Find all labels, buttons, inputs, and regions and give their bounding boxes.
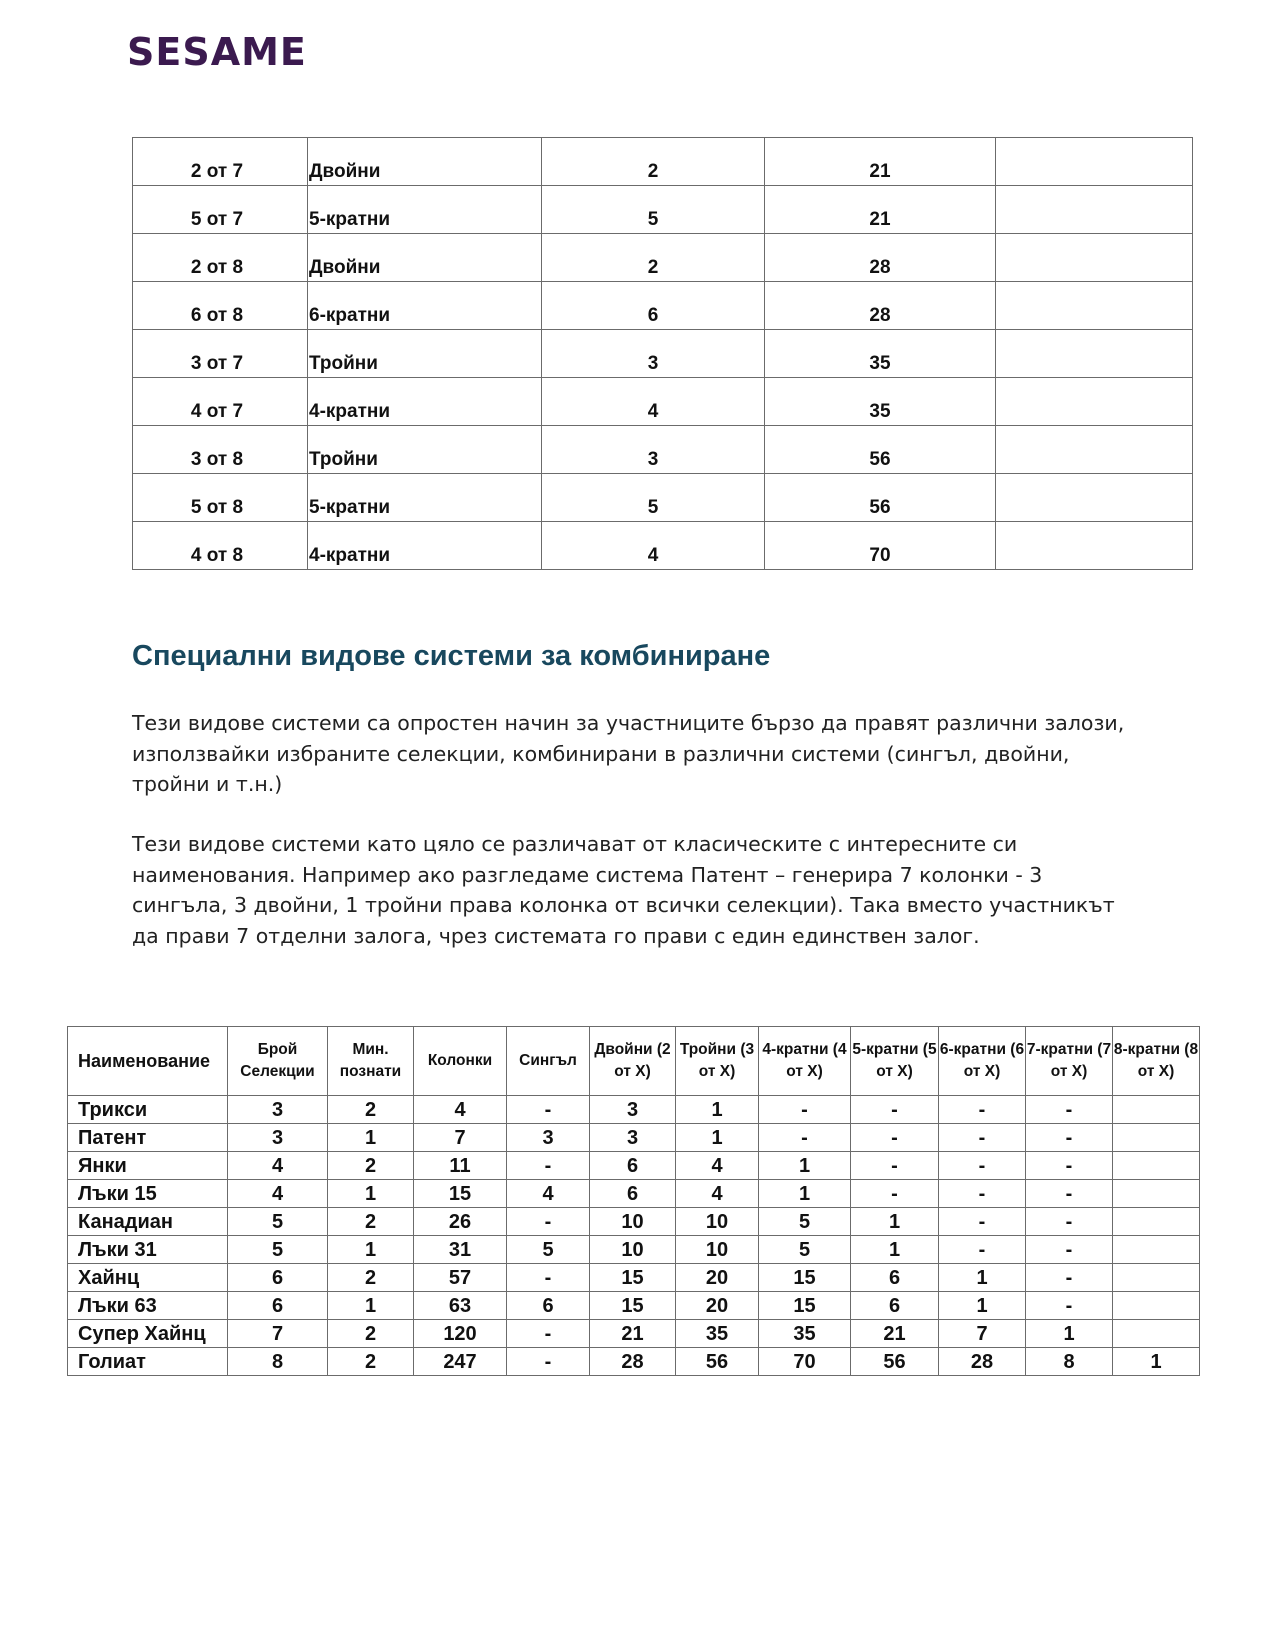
system-name-cell: Супер Хайнц [68,1320,228,1348]
value-cell: 6 [590,1180,676,1208]
value-cell: 1 [676,1096,759,1124]
value-cell: - [1026,1236,1113,1264]
value-cell: - [1026,1264,1113,1292]
value-cell: 2 [328,1096,414,1124]
value-cell: 6 [851,1292,939,1320]
value-cell: 2 [328,1348,414,1376]
value-cell: 56 [851,1348,939,1376]
value-cell: - [939,1152,1026,1180]
value-cell: - [939,1236,1026,1264]
value-cell: 5 [759,1208,851,1236]
value-cell: - [851,1180,939,1208]
value-cell: 28 [939,1348,1026,1376]
value-cell: - [1026,1208,1113,1236]
value-cell: 8 [1026,1348,1113,1376]
value-cell: 15 [590,1292,676,1320]
value-cell: 6 [507,1292,590,1320]
empty-cell [996,474,1193,522]
value-cell: - [939,1208,1026,1236]
value-cell: - [1026,1152,1113,1180]
combination-type-cell: 4-кратни [308,522,542,570]
value-cell: - [851,1152,939,1180]
value-cell: 1 [939,1264,1026,1292]
value-cell: - [939,1180,1026,1208]
value-cell: 21 [590,1320,676,1348]
table-row [68,1292,1200,1320]
value-cell: 4 [676,1152,759,1180]
value-cell: 3 [507,1124,590,1152]
value-cell: 70 [759,1348,851,1376]
system-name-cell: Канадиан [68,1208,228,1236]
table-row [68,1180,1200,1208]
empty-cell [996,378,1193,426]
value-cell: - [507,1152,590,1180]
combination-size-cell: 6 [542,282,765,330]
table-row [133,186,1193,234]
combination-size-cell: 2 [542,234,765,282]
value-cell: 120 [414,1320,507,1348]
value-cell: 20 [676,1264,759,1292]
value-cell: 3 [228,1096,328,1124]
combination-type-cell: Двойни [308,234,542,282]
value-cell [1113,1236,1200,1264]
column-header: 5-кратни (5 от X) [851,1027,939,1096]
value-cell: 4 [414,1096,507,1124]
column-header: Колонки [414,1027,507,1096]
system-name-cell: Лъки 63 [68,1292,228,1320]
value-cell [1113,1264,1200,1292]
system-name-cell: Трикси [68,1096,228,1124]
column-count-cell: 21 [765,186,996,234]
combination-size-cell: 5 [542,474,765,522]
combination-size-cell: 5 [542,186,765,234]
value-cell: 7 [228,1320,328,1348]
value-cell: 7 [939,1320,1026,1348]
empty-cell [996,234,1193,282]
combination-size-cell: 2 [542,138,765,186]
selection-count-cell: 4 от 7 [133,378,308,426]
system-name-cell: Патент [68,1124,228,1152]
value-cell: 21 [851,1320,939,1348]
value-cell: 4 [676,1180,759,1208]
column-count-cell: 35 [765,378,996,426]
value-cell: 7 [414,1124,507,1152]
combination-type-cell: 4-кратни [308,378,542,426]
selection-count-cell: 3 от 7 [133,330,308,378]
value-cell: 247 [414,1348,507,1376]
value-cell: 56 [676,1348,759,1376]
value-cell: - [1026,1096,1113,1124]
table-row [133,138,1193,186]
value-cell: 1 [851,1236,939,1264]
value-cell: 1 [328,1180,414,1208]
value-cell: 10 [590,1208,676,1236]
selection-count-cell: 4 от 8 [133,522,308,570]
value-cell: 5 [507,1236,590,1264]
table-row [68,1264,1200,1292]
value-cell: 10 [676,1236,759,1264]
column-header: 7-кратни (7 от X) [1026,1027,1113,1096]
value-cell: 1 [851,1208,939,1236]
value-cell: 10 [676,1208,759,1236]
table-row [133,474,1193,522]
combination-size-cell: 3 [542,330,765,378]
combination-type-cell: Тройни [308,426,542,474]
value-cell: 5 [228,1236,328,1264]
selection-count-cell: 5 от 8 [133,474,308,522]
value-cell [1113,1124,1200,1152]
combination-size-cell: 4 [542,522,765,570]
empty-cell [996,282,1193,330]
empty-cell [996,522,1193,570]
value-cell: 3 [590,1096,676,1124]
value-cell: 1 [1113,1348,1200,1376]
table-row [133,282,1193,330]
value-cell: 6 [590,1152,676,1180]
value-cell: - [939,1124,1026,1152]
value-cell [1113,1152,1200,1180]
value-cell [1113,1320,1200,1348]
value-cell: 6 [851,1264,939,1292]
value-cell: 2 [328,1264,414,1292]
special-systems-table [67,1026,1200,1376]
empty-cell [996,330,1193,378]
value-cell: 1 [328,1124,414,1152]
value-cell: 63 [414,1292,507,1320]
value-cell: 1 [1026,1320,1113,1348]
combination-type-cell: 5-кратни [308,186,542,234]
value-cell: 4 [228,1152,328,1180]
system-name-cell: Хайнц [68,1264,228,1292]
value-cell: - [507,1348,590,1376]
column-header: 6-кратни (6 от X) [939,1027,1026,1096]
table-row [68,1320,1200,1348]
table-header-row [68,1027,1200,1096]
value-cell: - [507,1320,590,1348]
value-cell: 35 [759,1320,851,1348]
value-cell: 1 [939,1292,1026,1320]
column-count-cell: 56 [765,426,996,474]
value-cell: 3 [228,1124,328,1152]
example-paragraph: Тези видове системи като цяло се различават от класическите с интересните си наименования. Например ако разгледаме система Патент – генерира 7 колонки - 3 сингъла, 3 двойни, 1 тройни права колонка от всички селекции). Така вместо участникът да прави 7 отделни залога, чрез системата го прави с един единствен залог. [132,832,1115,948]
value-cell: 1 [328,1292,414,1320]
value-cell: - [1026,1180,1113,1208]
value-cell: 15 [759,1292,851,1320]
value-cell [1113,1292,1200,1320]
value-cell: 5 [228,1208,328,1236]
value-cell: 57 [414,1264,507,1292]
empty-cell [996,186,1193,234]
system-name-cell: Янки [68,1152,228,1180]
combination-type-cell: Тройни [308,330,542,378]
table-row [133,378,1193,426]
value-cell: 26 [414,1208,507,1236]
empty-cell [996,138,1193,186]
table-row [133,426,1193,474]
value-cell: - [507,1208,590,1236]
value-cell: - [939,1096,1026,1124]
column-header: 4-кратни (4 от X) [759,1027,851,1096]
value-cell: 35 [676,1320,759,1348]
column-header: Мин. познати [328,1027,414,1096]
table-row [68,1208,1200,1236]
column-count-cell: 56 [765,474,996,522]
value-cell: - [759,1096,851,1124]
value-cell: 4 [228,1180,328,1208]
value-cell: 6 [228,1264,328,1292]
selection-count-cell: 2 от 7 [133,138,308,186]
system-combinations-table [132,137,1193,570]
value-cell [1113,1096,1200,1124]
selection-count-cell: 3 от 8 [133,426,308,474]
table-row [68,1236,1200,1264]
system-name-cell: Голиат [68,1348,228,1376]
combination-type-cell: 6-кратни [308,282,542,330]
system-name-cell: Лъки 15 [68,1180,228,1208]
column-header: Сингъл [507,1027,590,1096]
combination-size-cell: 4 [542,378,765,426]
value-cell [1113,1180,1200,1208]
column-count-cell: 35 [765,330,996,378]
value-cell: 1 [676,1124,759,1152]
selection-count-cell: 6 от 8 [133,282,308,330]
column-header: Брой Селекции [228,1027,328,1096]
selection-count-cell: 2 от 8 [133,234,308,282]
value-cell: - [851,1096,939,1124]
column-header: Двойни (2 от X) [590,1027,676,1096]
value-cell: 15 [414,1180,507,1208]
value-cell: 11 [414,1152,507,1180]
value-cell: 1 [328,1236,414,1264]
column-header: 8-кратни (8 от X) [1113,1027,1200,1096]
column-header: Тройни (3 от X) [676,1027,759,1096]
column-count-cell: 70 [765,522,996,570]
table-row [133,234,1193,282]
value-cell: - [507,1096,590,1124]
table-row [68,1152,1200,1180]
value-cell: 2 [328,1208,414,1236]
value-cell: - [1026,1124,1113,1152]
column-header: Наименование [68,1027,228,1096]
value-cell: 15 [590,1264,676,1292]
value-cell: - [507,1264,590,1292]
sesame-logo: SESAME [127,30,307,74]
table-row [68,1124,1200,1152]
value-cell: 4 [507,1180,590,1208]
table-row [133,522,1193,570]
value-cell: 2 [328,1320,414,1348]
value-cell: 31 [414,1236,507,1264]
value-cell [1113,1208,1200,1236]
value-cell: 5 [759,1236,851,1264]
table-row [133,330,1193,378]
value-cell: 8 [228,1348,328,1376]
intro-paragraph: Тези видове системи са опростен начин за участниците бързо да правят различни залози, използвайки избраните селекции, комбинирани в различни системи (сингъл, двойни, тройни и т.н.) [132,711,1125,796]
combination-type-cell: 5-кратни [308,474,542,522]
value-cell: 10 [590,1236,676,1264]
value-cell: - [1026,1292,1113,1320]
value-cell: 2 [328,1152,414,1180]
system-name-cell: Лъки 31 [68,1236,228,1264]
value-cell: 1 [759,1152,851,1180]
table-row [68,1096,1200,1124]
table-row [68,1348,1200,1376]
value-cell: 3 [590,1124,676,1152]
value-cell: 6 [228,1292,328,1320]
value-cell: 20 [676,1292,759,1320]
value-cell: 28 [590,1348,676,1376]
value-cell: 15 [759,1264,851,1292]
empty-cell [996,426,1193,474]
column-count-cell: 21 [765,138,996,186]
value-cell: - [851,1124,939,1152]
selection-count-cell: 5 от 7 [133,186,308,234]
value-cell: - [759,1124,851,1152]
value-cell: 1 [759,1180,851,1208]
column-count-cell: 28 [765,282,996,330]
combination-size-cell: 3 [542,426,765,474]
section-title: Специални видове системи за комбиниране [132,640,771,672]
combination-type-cell: Двойни [308,138,542,186]
column-count-cell: 28 [765,234,996,282]
